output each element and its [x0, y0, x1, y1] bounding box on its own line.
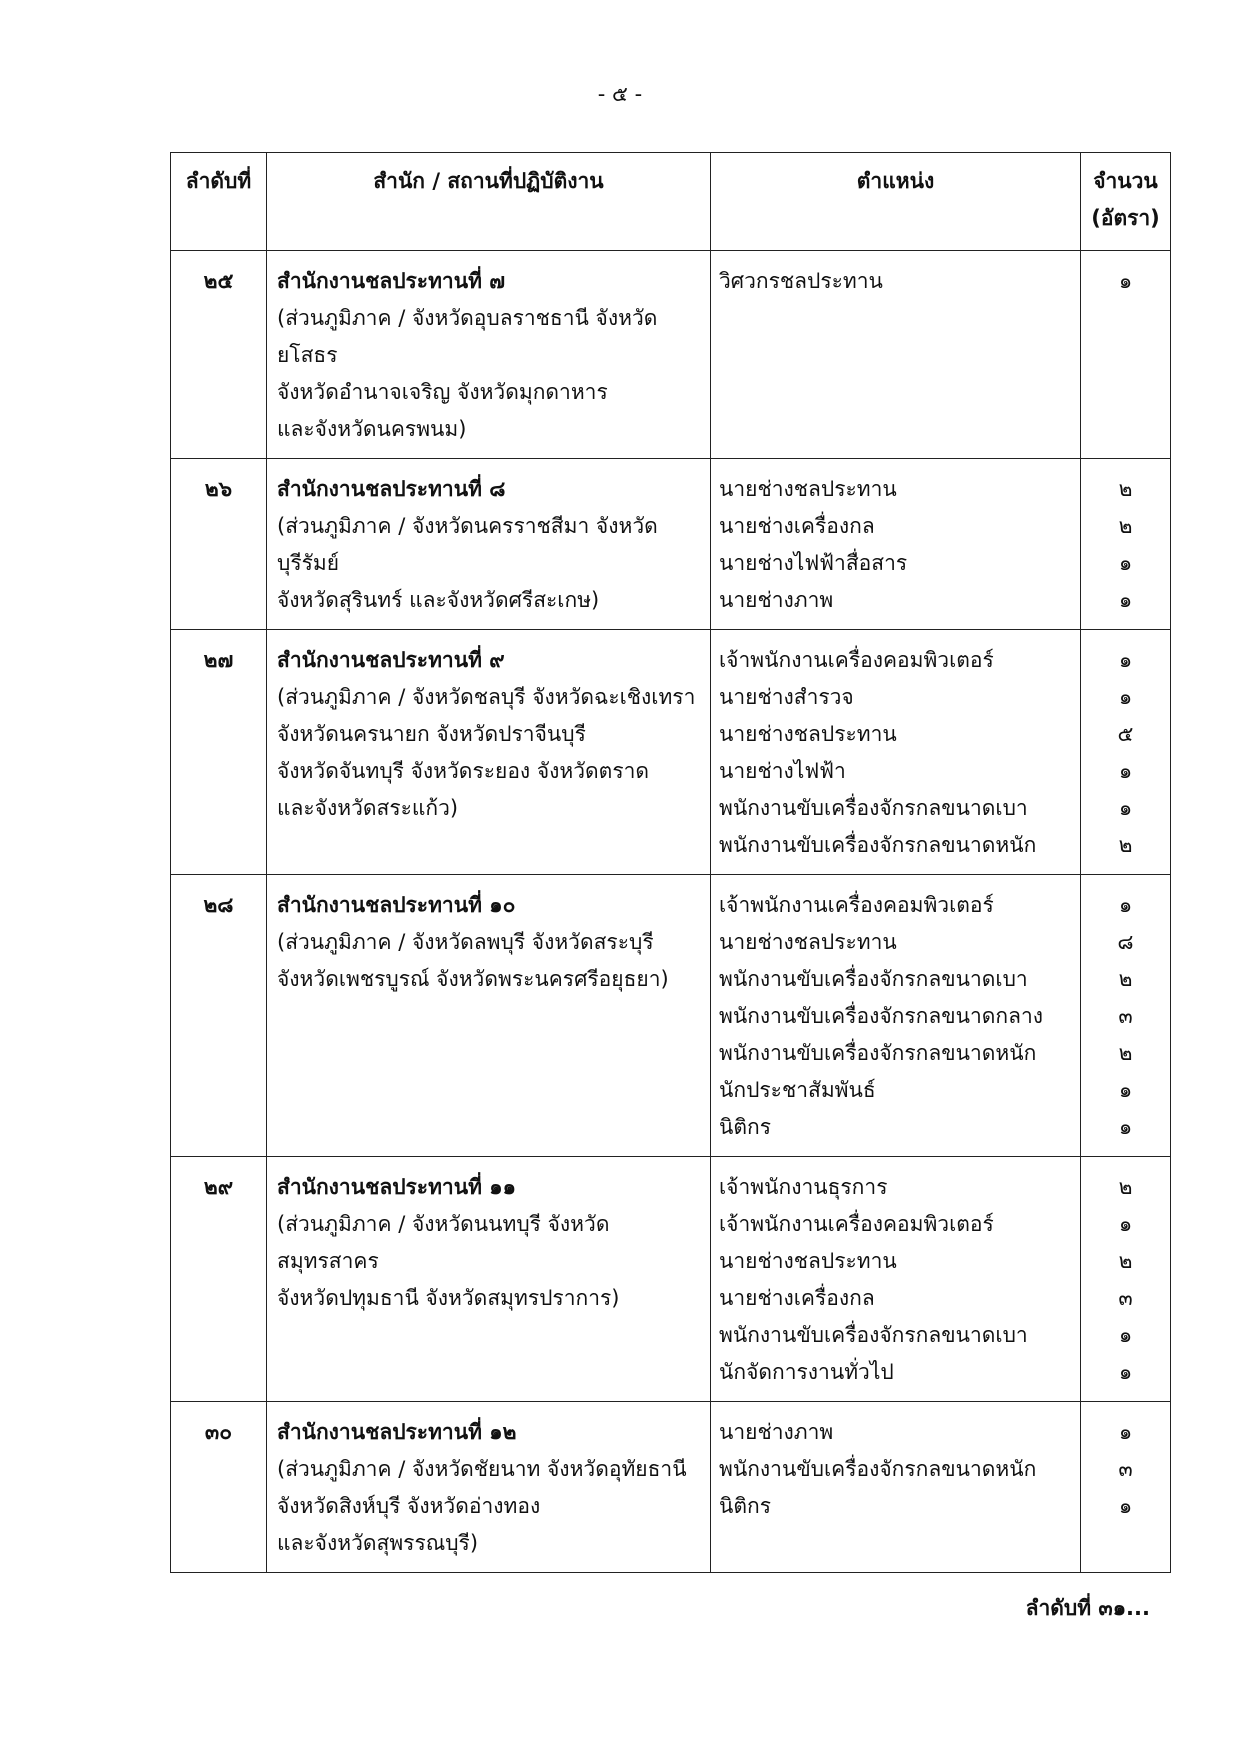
position-count: ๒	[1118, 477, 1133, 501]
position-title: นายช่างชลประทาน	[719, 930, 897, 954]
position-title: วิศวกรชลประทาน	[719, 269, 883, 293]
table-row	[171, 630, 1171, 875]
row-counts	[1081, 1402, 1171, 1573]
position-title: นายช่างไฟฟ้าสื่อสาร	[719, 551, 908, 575]
header-count	[1081, 153, 1171, 251]
header-seq: ลำดับที่	[171, 153, 267, 251]
position-title: พนักงานขับเครื่องจักรกลขนาดหนัก	[719, 833, 1037, 857]
position-title: พนักงานขับเครื่องจักรกลขนาดเบา	[719, 796, 1028, 820]
position-count: ๑	[1118, 1494, 1133, 1518]
position-title: นายช่างชลประทาน	[719, 1249, 897, 1273]
position-count: ๑	[1118, 759, 1133, 783]
office-description: (ส่วนภูมิภาค / จังหวัดชัยนาท จังหวัดอุทัยธานี จังหวัดสิงห์บุรี จังหวัดอ่างทอง และจังหวัดสุพรรณบุรี)	[277, 1457, 687, 1555]
position-count: ๓	[1118, 1457, 1133, 1481]
office-description: (ส่วนภูมิภาค / จังหวัดนนทบุรี จังหวัดสมุทรสาคร จังหวัดปทุมธานี จังหวัดสมุทรปราการ)	[277, 1212, 620, 1310]
position-count: ๓	[1118, 1286, 1133, 1310]
row-positions	[711, 459, 1081, 630]
position-count: ๑	[1118, 1323, 1133, 1347]
row-positions	[711, 630, 1081, 875]
position-title: นายช่างภาพ	[719, 1420, 834, 1444]
position-count: ๑	[1118, 1420, 1133, 1444]
row-seq: ๒๘	[171, 875, 267, 1157]
row-seq: ๒๖	[171, 459, 267, 630]
office-description: (ส่วนภูมิภาค / จังหวัดนครราชสีมา จังหวัดบุรีรัมย์ จังหวัดสุรินทร์ และจังหวัดศรีสะเกษ)	[277, 514, 658, 612]
position-title: นายช่างเครื่องกล	[719, 514, 875, 538]
position-title: นายช่างชลประทาน	[719, 477, 897, 501]
row-seq: ๒๕	[171, 251, 267, 459]
position-count: ๑	[1118, 1115, 1133, 1139]
position-count: ๒	[1118, 1041, 1133, 1065]
table-row	[171, 459, 1171, 630]
row-office	[267, 459, 711, 630]
position-count: ๑	[1118, 796, 1133, 820]
row-office	[267, 1402, 711, 1573]
position-title: นายช่างสำรวจ	[719, 685, 854, 709]
office-description: (ส่วนภูมิภาค / จังหวัดชลบุรี จังหวัดฉะเชิงเทรา จังหวัดนครนายก จังหวัดปราจีนบุรี จังหวัดจันทบุรี จังหวัดระยอง จังหวัดตราด และจังหวัดสระแก้ว)	[277, 685, 696, 820]
position-count: ๑	[1118, 1212, 1133, 1236]
position-count: ๒	[1118, 967, 1133, 991]
position-count: ๑	[1118, 1078, 1133, 1102]
position-count: ๒	[1118, 514, 1133, 538]
position-count: ๒	[1118, 833, 1133, 857]
row-seq: ๓๐	[171, 1402, 267, 1573]
positions-table	[170, 152, 1171, 1573]
page-number: - ๕ -	[597, 82, 643, 106]
position-title: นักประชาสัมพันธ์	[719, 1078, 876, 1102]
position-title: พนักงานขับเครื่องจักรกลขนาดหนัก	[719, 1457, 1037, 1481]
position-count: ๒	[1118, 1249, 1133, 1273]
position-count: ๑	[1118, 588, 1133, 612]
continuation-note: ลำดับที่ ๓๑...	[1025, 1596, 1150, 1620]
position-count: ๘	[1117, 930, 1134, 954]
position-title: พนักงานขับเครื่องจักรกลขนาดหนัก	[719, 1041, 1037, 1065]
position-title: นิติกร	[719, 1115, 771, 1139]
position-count: ๑	[1118, 269, 1133, 293]
office-name: สำนักงานชลประทานที่ ๑๑	[277, 1175, 516, 1199]
office-name: สำนักงานชลประทานที่ ๑๐	[277, 893, 516, 917]
position-title: พนักงานขับเครื่องจักรกลขนาดเบา	[719, 967, 1028, 991]
position-count: ๑	[1118, 648, 1133, 672]
table-row	[171, 1157, 1171, 1402]
position-title: เจ้าพนักงานเครื่องคอมพิวเตอร์	[719, 893, 994, 917]
row-positions	[711, 1157, 1081, 1402]
office-description: (ส่วนภูมิภาค / จังหวัดอุบลราชธานี จังหวัดยโสธร จังหวัดอำนาจเจริญ จังหวัดมุกดาหาร และจังหวัดนครพนม)	[277, 306, 658, 441]
position-title: นายช่างเครื่องกล	[719, 1286, 875, 1310]
header-office: สำนัก / สถานที่ปฏิบัติงาน	[267, 153, 711, 251]
position-title: พนักงานขับเครื่องจักรกลขนาดกลาง	[719, 1004, 1044, 1028]
position-title: เจ้าพนักงานเครื่องคอมพิวเตอร์	[719, 1212, 994, 1236]
row-seq: ๒๗	[171, 630, 267, 875]
row-counts	[1081, 251, 1171, 459]
position-title: นักจัดการงานทั่วไป	[719, 1360, 894, 1384]
position-title: นายช่างภาพ	[719, 588, 834, 612]
row-seq: ๒๙	[171, 1157, 267, 1402]
row-positions	[711, 1402, 1081, 1573]
position-count: ๑	[1118, 685, 1133, 709]
table-row	[171, 875, 1171, 1157]
position-title: เจ้าพนักงานเครื่องคอมพิวเตอร์	[719, 648, 994, 672]
position-title: นิติกร	[719, 1494, 771, 1518]
office-name: สำนักงานชลประทานที่ ๙	[277, 648, 505, 672]
position-title: นายช่างไฟฟ้า	[719, 759, 846, 783]
row-office	[267, 1157, 711, 1402]
position-count: ๑	[1118, 1360, 1133, 1384]
position-count: ๑	[1118, 551, 1133, 575]
position-title: เจ้าพนักงานธุรการ	[719, 1175, 888, 1199]
row-counts	[1081, 875, 1171, 1157]
position-count: ๑	[1118, 893, 1133, 917]
table-row	[171, 1402, 1171, 1573]
row-positions	[711, 251, 1081, 459]
header-position: ตำแหน่ง	[711, 153, 1081, 251]
office-name: สำนักงานชลประทานที่ ๗	[277, 269, 506, 293]
table-body	[171, 251, 1171, 1573]
position-count: ๓	[1118, 1004, 1133, 1028]
position-title: นายช่างชลประทาน	[719, 722, 897, 746]
row-counts	[1081, 630, 1171, 875]
position-count: ๒	[1118, 1175, 1133, 1199]
position-count: ๕	[1117, 722, 1134, 746]
header-count-line1: จำนวน	[1093, 169, 1158, 193]
row-counts	[1081, 1157, 1171, 1402]
table-row	[171, 251, 1171, 459]
row-office	[267, 251, 711, 459]
row-positions	[711, 875, 1081, 1157]
row-office	[267, 875, 711, 1157]
header-count-line2: (อัตรา)	[1091, 206, 1160, 230]
office-name: สำนักงานชลประทานที่ ๘	[277, 477, 506, 501]
table-header-row	[171, 153, 1171, 251]
office-name: สำนักงานชลประทานที่ ๑๒	[277, 1420, 517, 1444]
row-counts	[1081, 459, 1171, 630]
office-description: (ส่วนภูมิภาค / จังหวัดลพบุรี จังหวัดสระบุรี จังหวัดเพชรบูรณ์ จังหวัดพระนครศรีอยุธยา)	[277, 930, 669, 991]
position-title: พนักงานขับเครื่องจักรกลขนาดเบา	[719, 1323, 1028, 1347]
row-office	[267, 630, 711, 875]
